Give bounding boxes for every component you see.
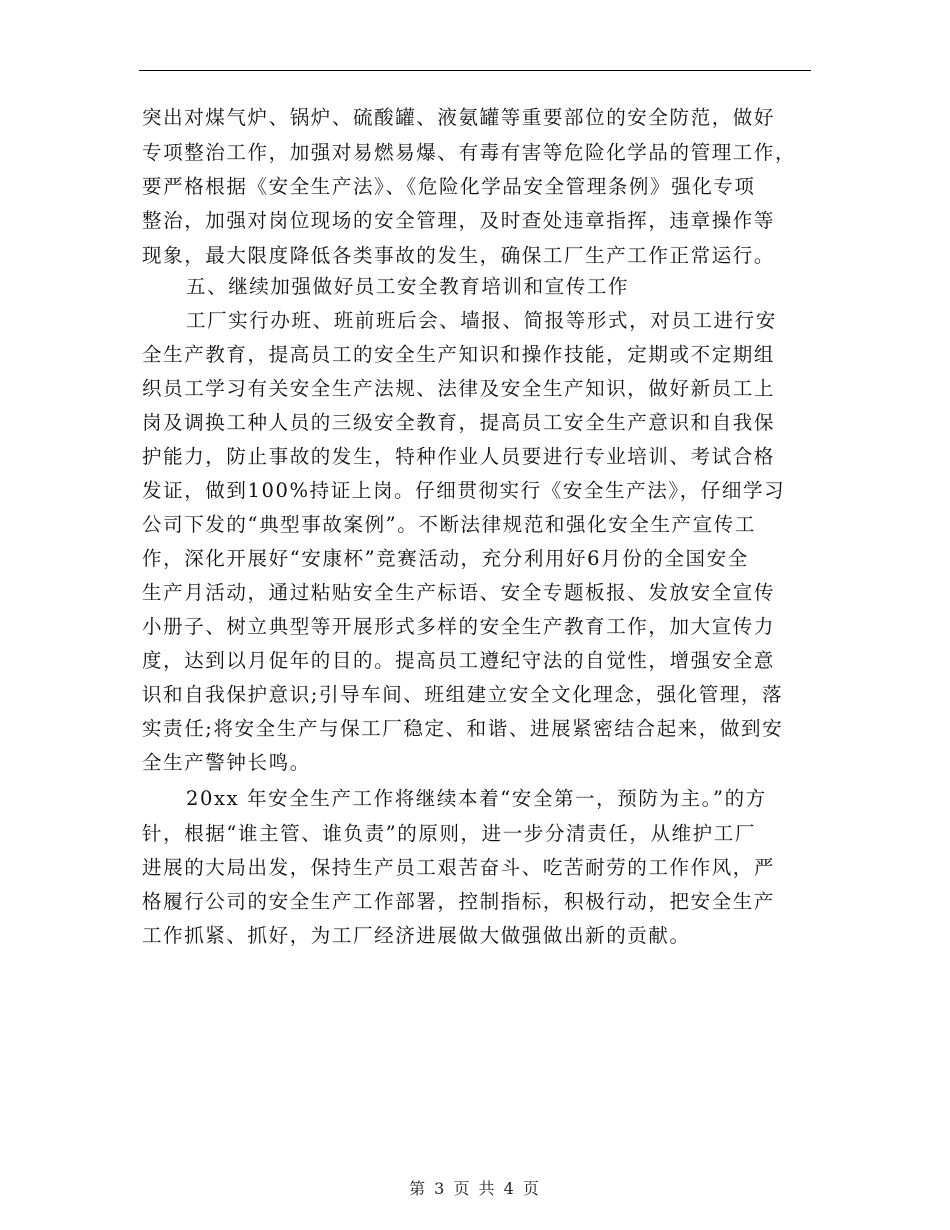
text-line: 针，根据“谁主管、谁负责”的原则，进一步分清责任，从维护工厂: [142, 822, 756, 845]
text-line: 格履行公司的安全生产工作部署，控制指标，积极行动，把安全生产: [142, 890, 776, 913]
text-line: 小册子、树立典型等开展形式多样的安全生产教育工作，加大宣传力: [142, 615, 776, 638]
text-line: 织员工学习有关安全生产法规、法律及安全生产知识，做好新员工上: [142, 377, 776, 400]
text-line: 突出对煤气炉、锅炉、硫酸罐、液氨罐等重要部位的安全防范，做好: [142, 106, 776, 129]
page-number-footer: 第 3 页 共 4 页: [409, 1179, 541, 1198]
text-line: 整治，加强对岗位现场的安全管理，及时查处违章指挥，违章操作等: [142, 209, 776, 232]
text-line: 进展的大局出发，保持生产员工艰苦奋斗、吃苦耐劳的工作作风，严: [142, 856, 776, 879]
text-line: 20xx 年安全生产工作将继续本着“安全第一，预防为主。”的方: [186, 787, 767, 810]
text-line: 全生产教育，提高员工的安全生产知识和操作技能，定期或不定期组: [142, 343, 776, 366]
text-line: 岗及调换工种人员的三级安全教育，提高员工安全生产意识和自我保: [142, 411, 776, 434]
text-line: 工作抓紧、抓好，为工厂经济进展做大做强做出新的贡献。: [142, 924, 691, 947]
text-line: 护能力，防止事故的发生，特种作业人员要进行专业培训、考试合格: [142, 445, 776, 468]
text-line: 生产月活动，通过粘贴安全生产标语、安全专题板报、发放安全宣传: [142, 581, 776, 604]
text-line: 识和自我保护意识;引导车间、班组建立安全文化理念，强化管理，落: [142, 683, 784, 706]
text-line: 要严格根据《安全生产法》、《危险化学品安全管理条例》强化专项: [142, 175, 756, 198]
text-line: 现象，最大限度降低各类事故的发生，确保工厂生产工作正常运行。: [142, 244, 776, 267]
text-line: 作，深化开展好“安康杯”竞赛活动，充分利用好6月份的全国安全: [142, 547, 749, 570]
header-rule: [139, 70, 811, 71]
text-line: 公司下发的“典型事故案例”。不断法律规范和强化安全生产宣传工: [142, 513, 756, 536]
text-line: 工厂实行办班、班前班后会、墙报、简报等形式，对员工进行安: [186, 309, 777, 332]
text-line: 度，达到以月促年的目的。提高员工遵纪守法的自觉性，增强安全意: [142, 649, 776, 672]
text-line: 实责任;将安全生产与保工厂稳定、和谐、进展紧密结合起来，做到安: [142, 717, 784, 740]
section-heading: 五、继续加强做好员工安全教育培训和宣传工作: [186, 275, 630, 298]
text-line: 发证，做到100%持证上岗。仔细贯彻实行《安全生产法》，仔细学习: [142, 479, 786, 502]
text-line: 专项整治工作，加强对易燃易爆、有毒有害等危险化学品的管理工作，: [142, 141, 797, 164]
text-line: 全生产警钟长鸣。: [142, 751, 311, 774]
